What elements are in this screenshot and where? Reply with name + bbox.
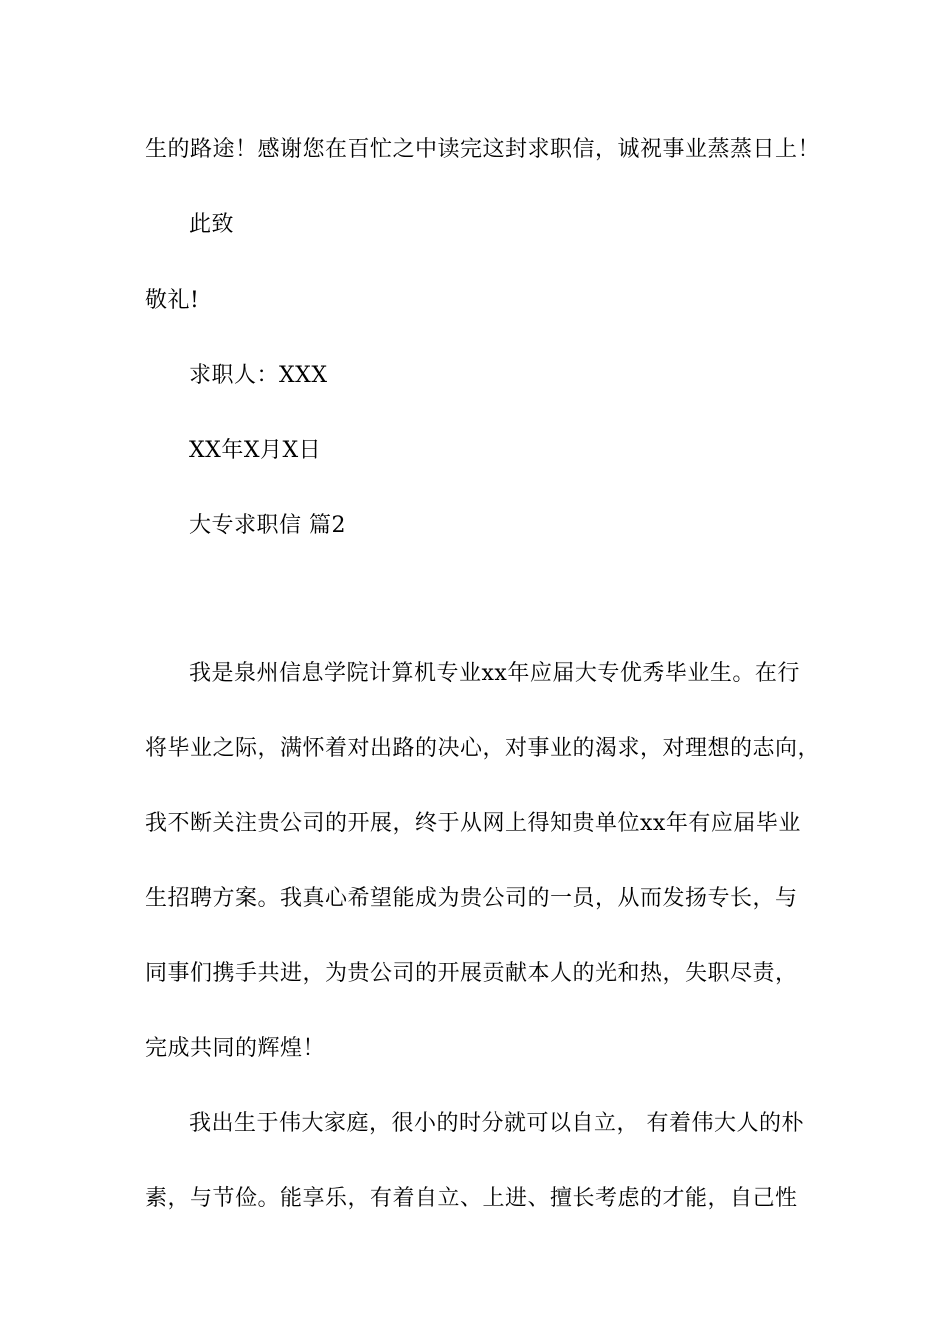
text-line: 素，与节俭。能享乐，有着自立、上进、擅长考虑的才能，自己性 [145, 1186, 798, 1211]
text-line: 将毕业之际，满怀着对出路的决心，对事业的渴求，对理想的志向， [145, 736, 821, 761]
text-line: 我出生于伟大家庭，很小的时分就可以自立， 有着伟大人的朴 [189, 1111, 804, 1136]
applicant-signature: 求职人：XXX [189, 363, 328, 388]
text-line: 同事们携手共进，为贵公司的开展贡献本人的光和热，失职尽责， [145, 961, 798, 986]
closing-regards: 敬礼! [145, 288, 200, 313]
text-line: 我是泉州信息学院计算机专业xx年应届大专优秀毕业生。在行 [189, 661, 800, 686]
text-line: 生招聘方案。我真心希望能成为贵公司的一员，从而发扬专长，与 [145, 886, 798, 911]
closing-salutation: 此致 [189, 212, 235, 237]
section-heading: 大专求职信 篇2 [189, 513, 346, 538]
letter-date: XX年X月X日 [189, 438, 322, 463]
text-line: 完成共同的辉煌！ [145, 1036, 326, 1061]
text-line: 我不断关注贵公司的开展，终于从网上得知贵单位xx年有应届毕业 [145, 811, 801, 836]
text-line: 生的路途！感谢您在百忙之中读完这封求职信，诚祝事业蒸蒸日上！ [145, 137, 821, 162]
